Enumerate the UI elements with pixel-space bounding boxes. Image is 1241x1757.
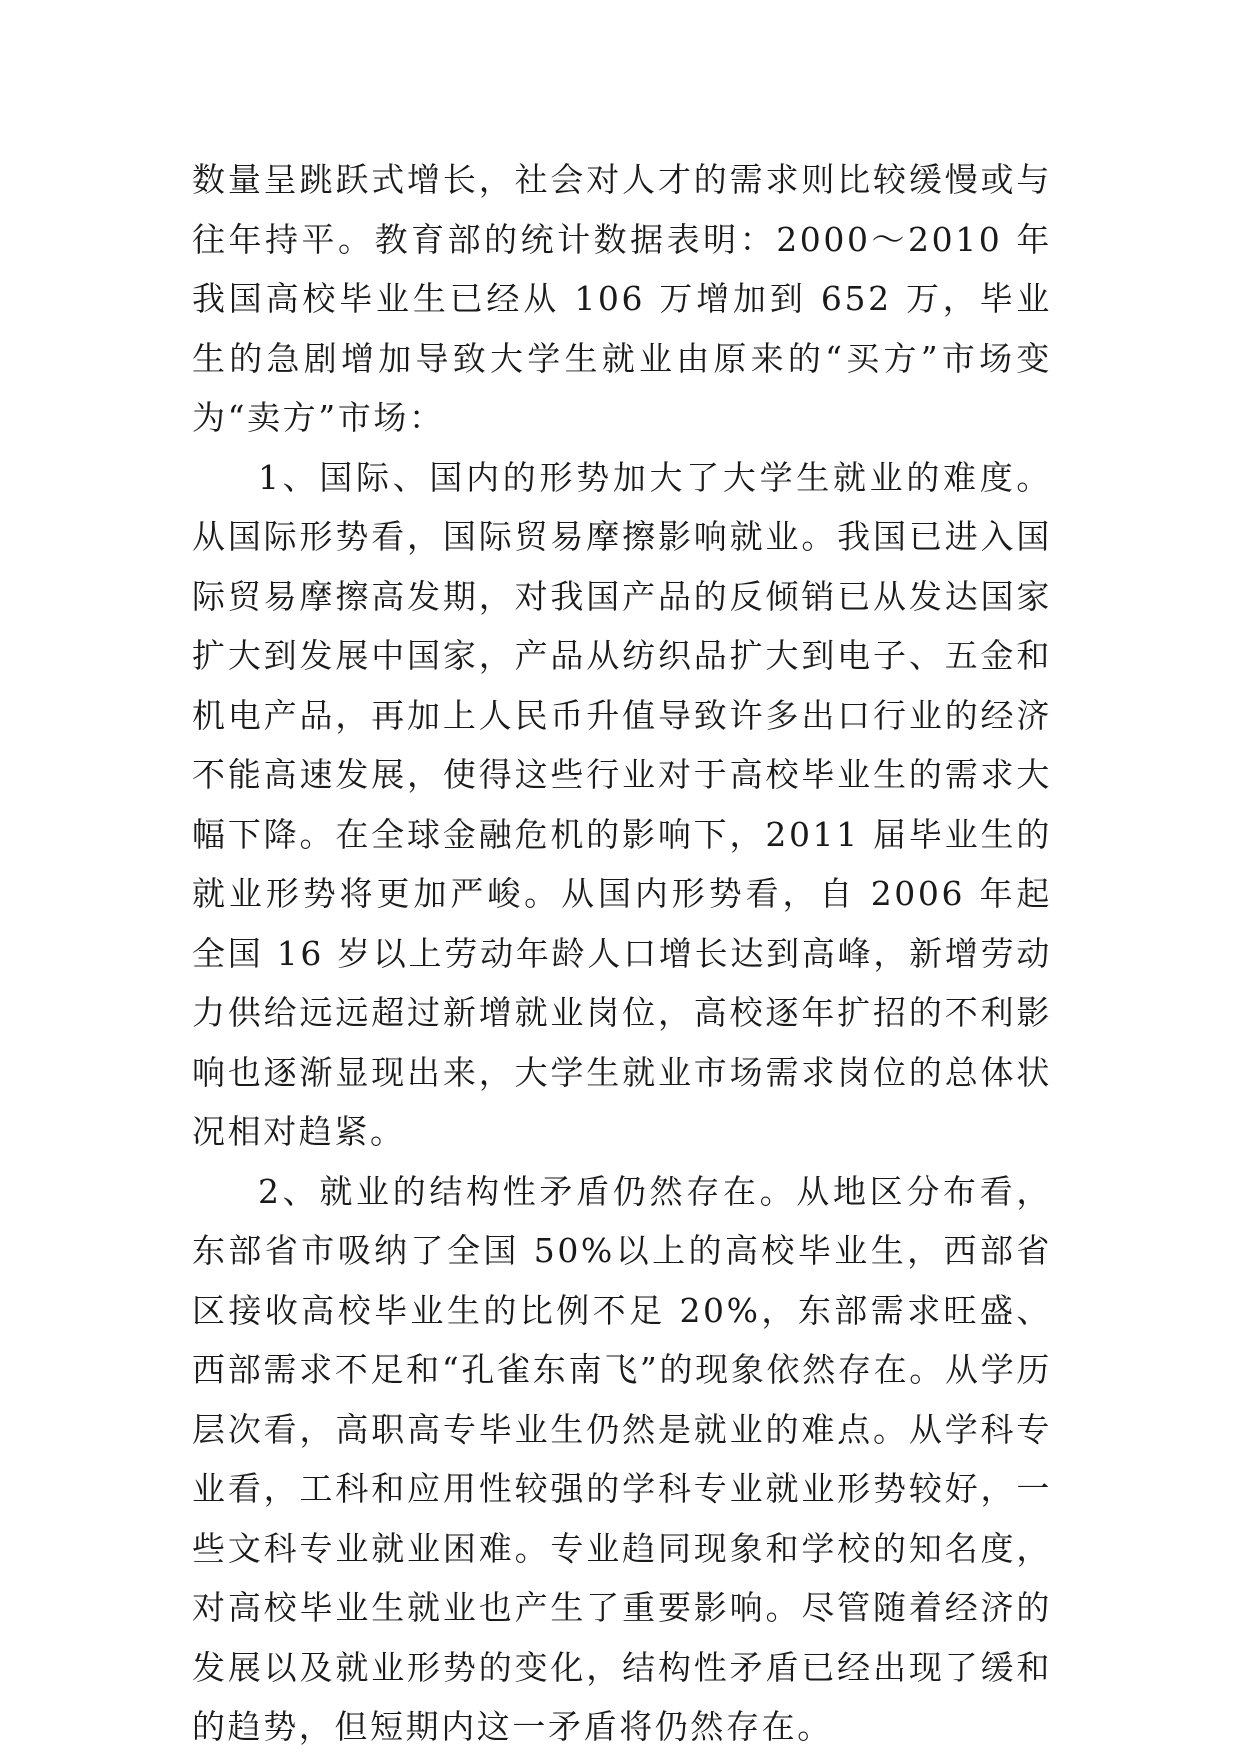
paragraph-international-domestic-situation: 1、国际、国内的形势加大了大学生就业的难度。从国际形势看，国际贸易摩擦影响就业。我国已进入国际贸易摩擦高发期，对我国产品的反倾销已从发达国家扩大到发展中国家，产品从纺织品扩大到电子、五金和机电产品，再加上人民币升值导致许多出口行业的经济不能高速发展，使得这些行业对于高校毕业生的需求大幅下降。在全球金融危机的影响下，2011 届毕业生的就业形势将更加严峻。从国内形势看，自 2006 年起全国 16 岁以上劳动年龄人口增长达到高峰，新增劳动力供给远远超过新增就业岗位，高校逐年扩招的不利影响也逐渐显现出来，大学生就业市场需求岗位的总体状况相对趋紧。 bbox=[192, 457, 1052, 1151]
body-text bbox=[192, 150, 1052, 1757]
paragraph-structural-contradiction: 2、就业的结构性矛盾仍然存在。从地区分布看，东部省市吸纳了全国 50%以上的高校毕业生，西部省区接收高校毕业生的比例不足 20%，东部需求旺盛、西部需求不足和“孔雀东南飞”的现象依然存在。从学历层次看，高职高专毕业生仍然是就业的难点。从学科专业看，工科和应用性较强的学科专业就业形势较好，一些文科专业就业困难。专业趋同现象和学校的知名度，对高校毕业生就业也产生了重要影响。尽管随着经济的发展以及就业形势的变化，结构性矛盾已经出现了缓和的趋势，但短期内这一矛盾将仍然存在。 bbox=[192, 1171, 1052, 1746]
paragraph-continuation: 数量呈跳跃式增长，社会对人才的需求则比较缓慢或与往年持平。教育部的统计数据表明：2000～2010 年我国高校毕业生已经从 106 万增加到 652 万，毕业生的急剧增加导致大学生就业由原来的“买方”市场变为“卖方”市场： bbox=[192, 160, 1052, 437]
